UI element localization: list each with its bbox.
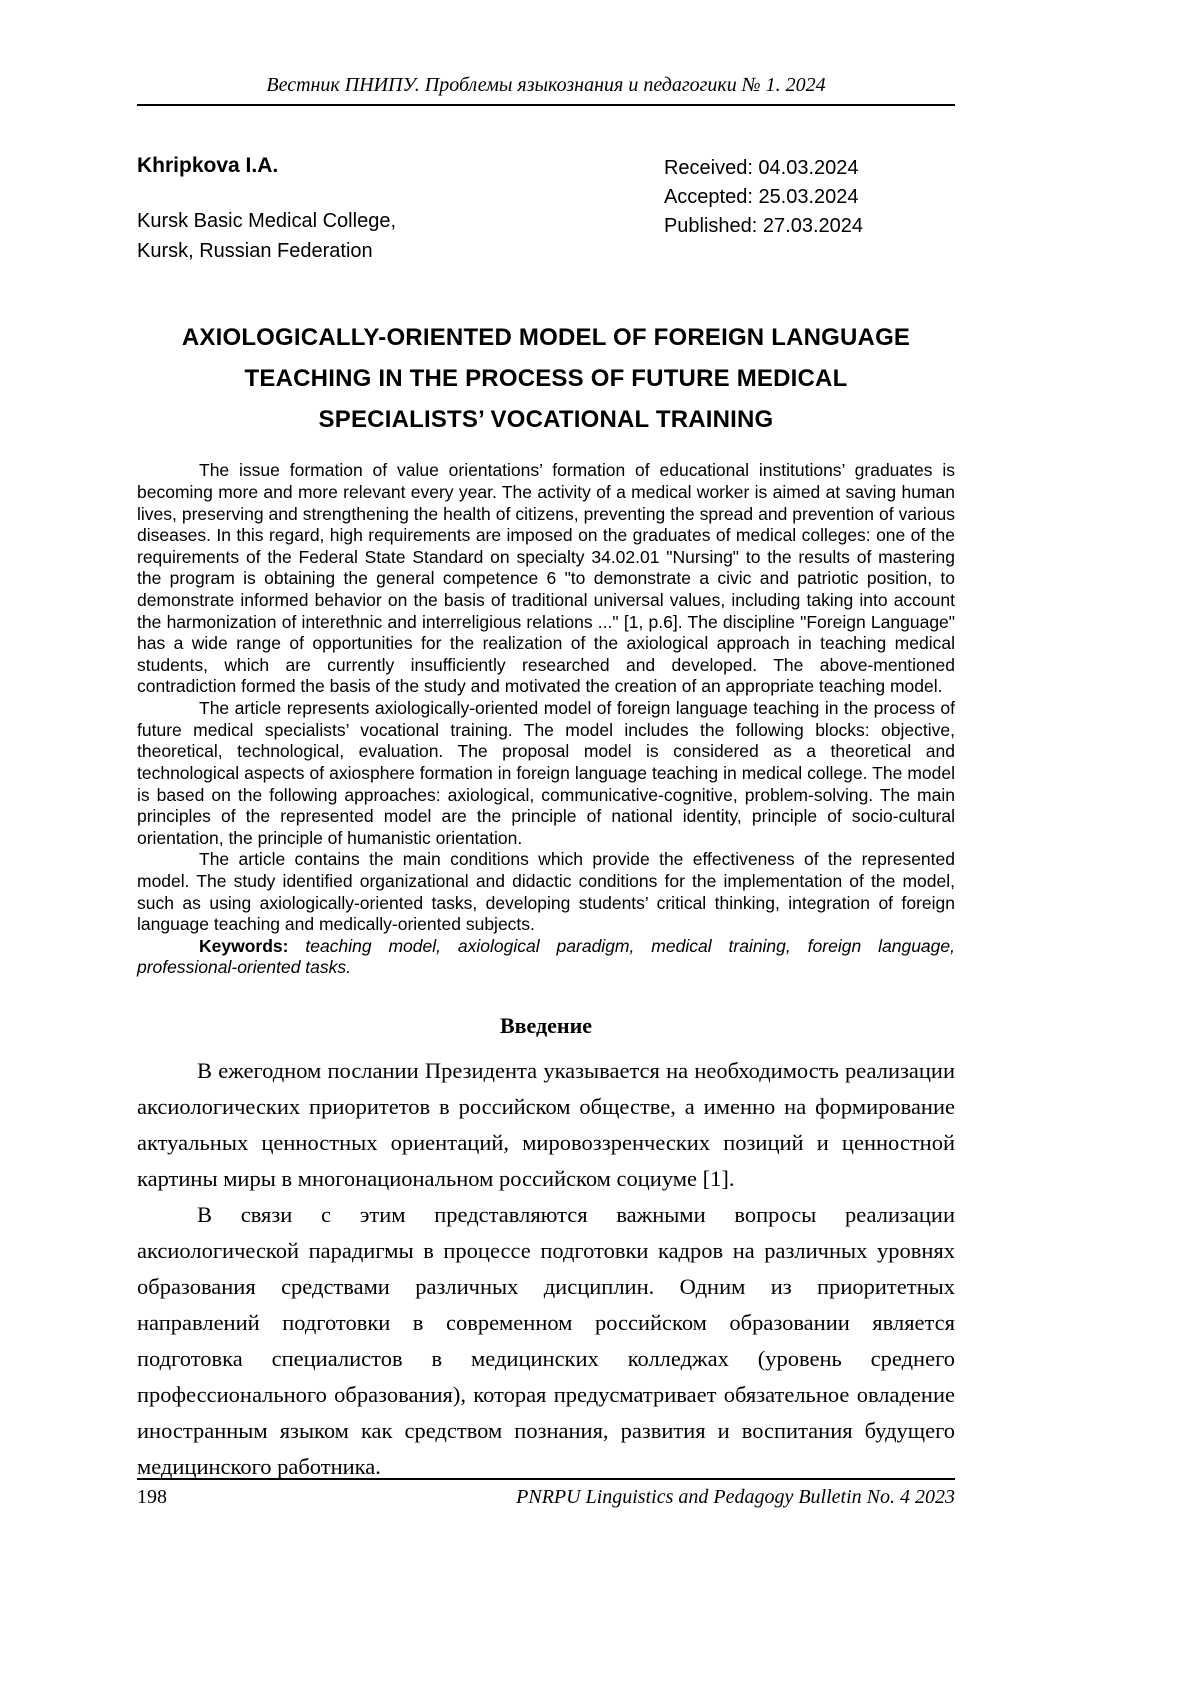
body-text bbox=[137, 1053, 955, 1485]
header-rule bbox=[137, 104, 955, 106]
paper-title bbox=[137, 318, 955, 440]
author-block bbox=[137, 154, 955, 266]
abstract-paragraph-2: The article represents axiologically-oriented model of foreign language teaching in the process of future medical specialists’ vocational training. The model includes the following blocks: objective, theoretical, technological, evaluation. The proposal model is considered as a theoretical and technological aspects of axiosphere formation in foreign language teaching in medical college. The model is based on the following approaches: axiological, communicative-cognitive, problem-solving. The main principles of the represented model are the principle of national identity, principle of socio-cultural orientation, the principle of humanistic orientation. bbox=[137, 698, 955, 848]
paper-title-line-2: TEACHING IN THE PROCESS OF FUTURE MEDICAL bbox=[244, 364, 848, 392]
author-name: Khripkova I.A. bbox=[137, 154, 279, 177]
author-info bbox=[137, 154, 396, 266]
received-date: Received: 04.03.2024 bbox=[663, 157, 859, 179]
paper-title-line-3: SPECIALISTS’ VOCATIONAL TRAINING bbox=[318, 405, 774, 433]
keywords-line bbox=[137, 936, 955, 979]
affiliation-line-1: Kursk Basic Medical College, bbox=[137, 210, 396, 232]
keywords-text: teaching model, axiological paradigm, medical training, foreign language, professional-oriented tasks. bbox=[137, 935, 955, 978]
journal-header-line: Вестник ПНИПУ. Проблемы языкознания и педагогики № 1. 2024 bbox=[266, 74, 826, 96]
keywords-label: Keywords: bbox=[199, 935, 289, 956]
abstract bbox=[137, 460, 955, 979]
page-footer bbox=[137, 1478, 955, 1509]
section-heading-introduction: Введение bbox=[499, 1013, 593, 1039]
affiliation-line-2: Kursk, Russian Federation bbox=[137, 240, 373, 262]
body-paragraph-1: В ежегодном послании Президента указывается на необходимость реализации аксиологических приоритетов в российском обществе, а именно на формирование актуальных ценностных ориентаций, мировоззренческих позиций и ценностной картины миры в многонациональном российском социуме [1]. bbox=[137, 1058, 955, 1192]
published-date: Published: 27.03.2024 bbox=[663, 215, 863, 237]
article-dates bbox=[664, 154, 863, 266]
author-affiliation bbox=[137, 206, 396, 266]
page-number: 198 bbox=[137, 1486, 167, 1508]
footer-journal-reference: PNRPU Linguistics and Pedagogy Bulletin No. 4 2023 bbox=[516, 1486, 955, 1508]
page-content bbox=[137, 0, 955, 1485]
accepted-date: Accepted: 25.03.2024 bbox=[663, 186, 859, 208]
paper-title-line-1: AXIOLOGICALLY-ORIENTED MODEL OF FOREIGN LANGUAGE bbox=[181, 324, 911, 351]
abstract-paragraph-1: The issue formation of value orientations’ formation of educational institutions’ graduates is becoming more and more relevant every year. The activity of a medical worker is aimed at saving human lives, preserving and strengthening the health of citizens, preventing the spread and prevention of various diseases. In this regard, high requirements are imposed on the graduates of medical colleges: one of the requirements of the Federal State Standard on specialty 34.02.01 "Nursing" to the results of mastering the program is obtaining the general competence 6 "to demonstrate a civic and patriotic position, to demonstrate informed behavior on the basis of traditional universal values, including taking into account the harmonization of interethnic and interreligious relations ..." [1, p.6]. The discipline "Foreign Language" has a wide range of opportunities for the realization of the axiological approach in teaching medical students, which are currently insufficiently researched and developed. The above-mentioned contradiction formed the basis of the study and motivated the creation of an appropriate teaching model. bbox=[137, 460, 955, 697]
abstract-paragraph-3: The article contains the main conditions which provide the effectiveness of the represented model. The study identified organizational and didactic conditions for the implementation of the model, such as using axiologically-oriented tasks, developing students’ critical thinking, integration of foreign language teaching and medically-oriented subjects. bbox=[137, 849, 955, 935]
body-paragraph-2: В связи с этим представляются важными вопросы реализации аксиологической парадигмы в процессе подготовки кадров на различных уровнях образования средствами различных дисциплин. Одним из приоритетных направлений подготовки в современном российском образовании является подготовка специалистов в медицинских колледжах (уровень среднего профессионального образования), которая предусматривает обязательное овладение иностранным языком как средством познания, развития и воспитания будущего медицинского работника. bbox=[137, 1202, 955, 1480]
